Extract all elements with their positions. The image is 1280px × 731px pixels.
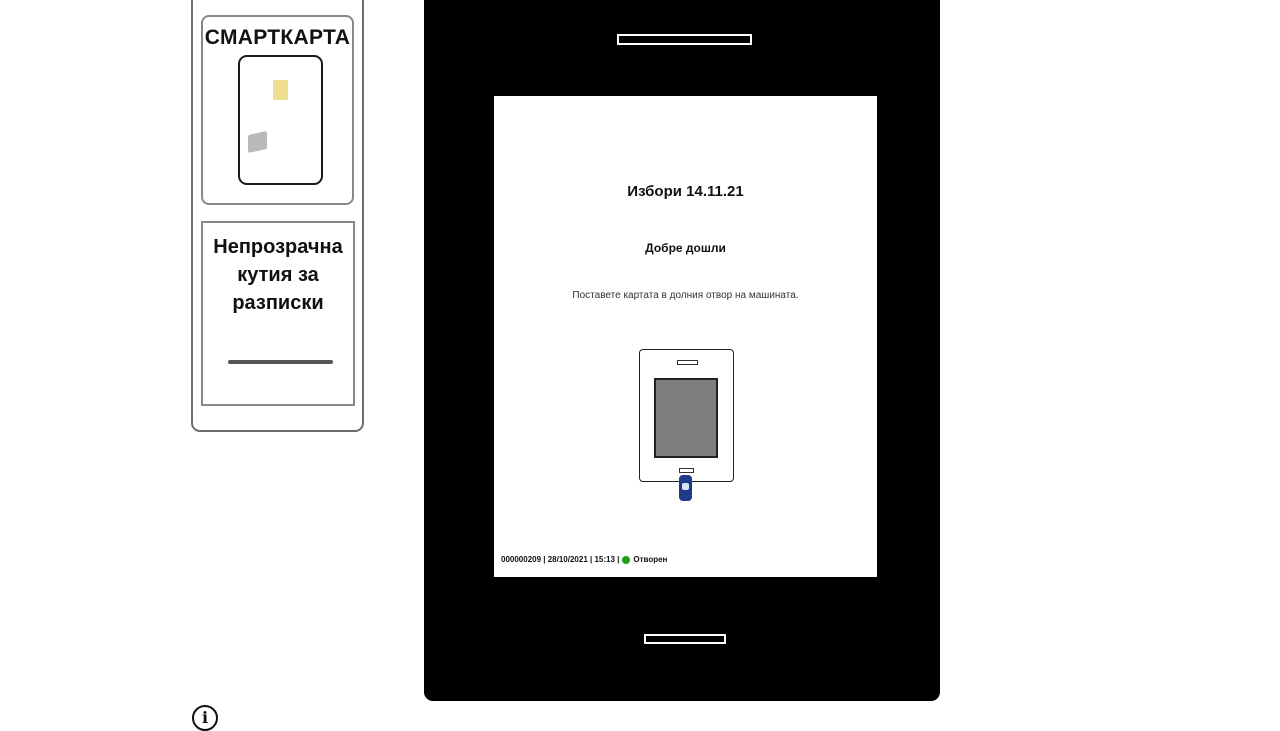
smartcard-title: СМАРТКАРТА (204, 26, 351, 49)
status-state: Отворен (633, 555, 668, 564)
info-icon: i (192, 705, 218, 731)
smartcard[interactable] (238, 55, 323, 185)
receipt-box-title: Непрозрачна кутия за разписки (213, 236, 343, 314)
illustration-card-chip (682, 483, 689, 490)
instruction-text: Поставете картата в долния отвор на машината. (572, 290, 799, 301)
machine-top-slot (617, 34, 752, 45)
status-dot-icon (622, 556, 630, 564)
receipt-slot (228, 360, 333, 364)
illustration-bottom-slot (679, 468, 694, 473)
card-chip-icon (273, 80, 288, 100)
welcome-text: Добре дошли (645, 241, 726, 255)
status-bar (501, 555, 667, 564)
machine-card-slot[interactable] (644, 634, 726, 644)
election-title: Избори 14.11.21 (627, 183, 744, 200)
illustration-top-slot (677, 360, 698, 365)
illustration-screen (654, 378, 718, 458)
machine-screen (494, 96, 877, 577)
status-info: 000000209 | 28/10/2021 | 15:13 | (501, 555, 620, 564)
